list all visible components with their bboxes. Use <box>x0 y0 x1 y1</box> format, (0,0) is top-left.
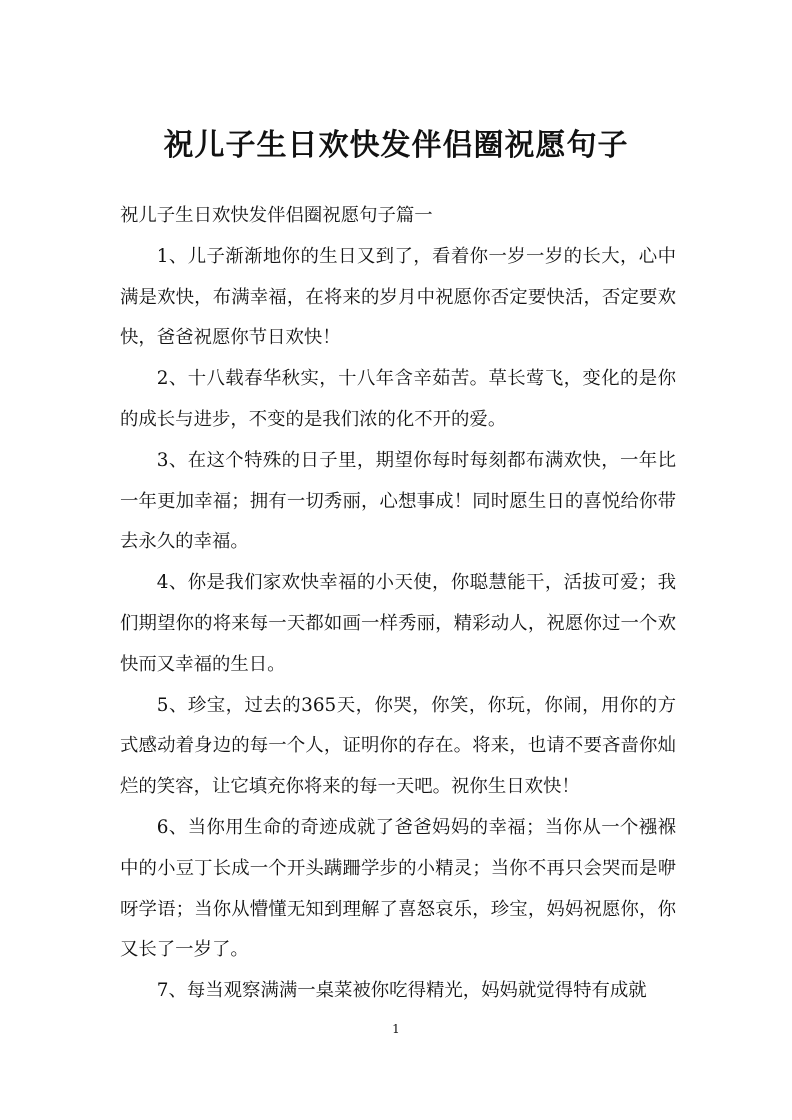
paragraph-4: 4、你是我们家欢快幸福的小天使，你聪慧能干，活拔可爱；我们期望你的将来每一天都如画一样秀丽，精彩动人，祝愿你过一个欢快而又幸福的生日。 <box>120 572 676 675</box>
paragraph-3: 3、在这个特殊的日子里，期望你每时每刻都布满欢快，一年比一年更加幸福；拥有一切秀丽，心想事成！同时愿生日的喜悦给你带去永久的幸福。 <box>120 449 676 553</box>
page-title: 祝儿子生日欢快发伴侣圈祝愿句子 <box>163 128 629 163</box>
paragraph-2: 2、十八载春华秋实，十八年含辛茹苦。草长莺飞，变化的是你的成长与进步，不变的是我们浓的化不开的爱。 <box>120 368 676 430</box>
page-number: 1 <box>392 1022 400 1036</box>
document-body <box>120 196 676 1012</box>
section-heading: 祝儿子生日欢快发伴侣圈祝愿句子篇一 <box>120 205 433 226</box>
paragraph-1: 1、儿子渐渐地你的生日又到了，看着你一岁一岁的长大，心中满是欢快，布满幸福，在将来的岁月中祝愿你否定要快活，否定要欢快，爸爸祝愿你节日欢快！ <box>120 245 676 349</box>
paragraph-7: 7、每当观察满满一桌菜被你吃得精光，妈妈就觉得特有成就 <box>156 980 647 1002</box>
paragraph-5: 5、珍宝，过去的365天，你哭，你笑，你玩，你闹，用你的方式感动着身边的每一个人，证明你的存在。将来，也请不要吝啬你灿烂的笑容，让它填充你将来的每一天吧。祝你生日欢快！ <box>120 694 676 798</box>
paragraph-6: 6、当你用生命的奇迹成就了爸爸妈妈的幸福；当你从一个襁褓中的小豆丁长成一个开头蹒跚学步的小精灵；当你不再只会哭而是咿呀学语；当你从懵懂无知到理解了喜怒哀乐，珍宝，妈妈祝愿你，你又长了一岁了。 <box>120 816 676 961</box>
